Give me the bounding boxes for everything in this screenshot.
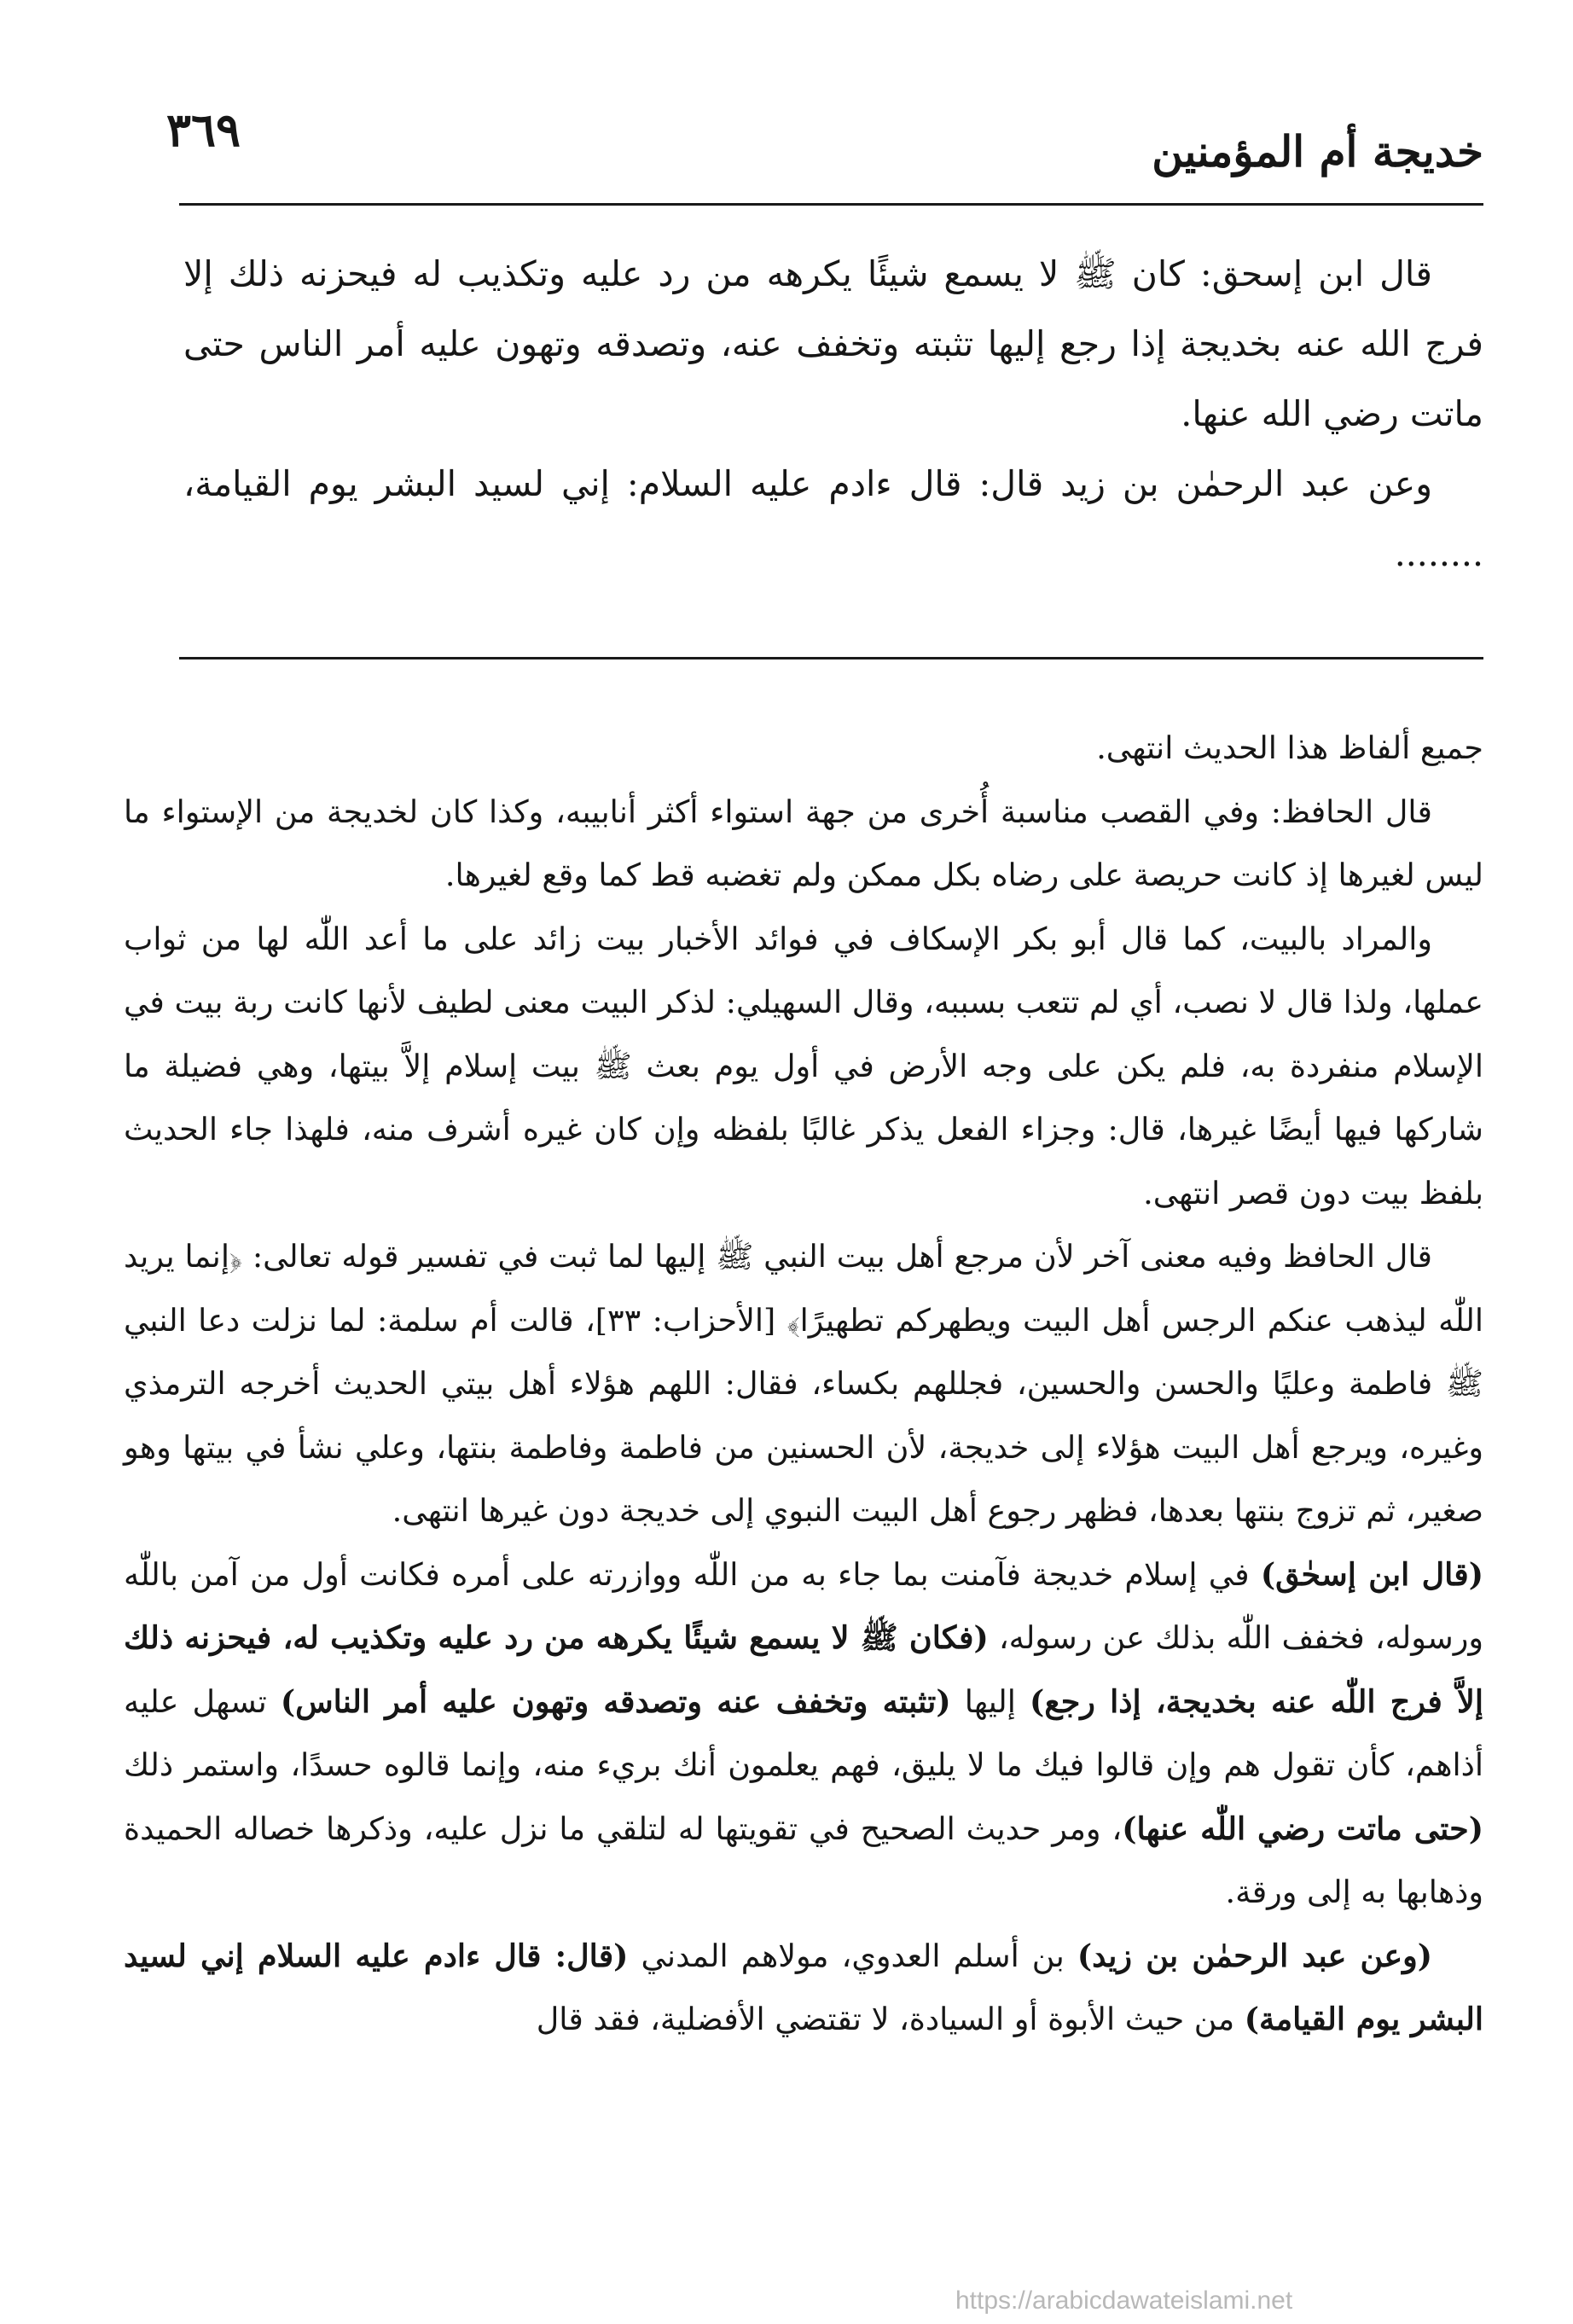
- running-title: خديجة أم المؤمنين: [1152, 126, 1483, 177]
- quoted-matn: (فكان ﷺ لا يسمع شيئًا يكرهه من رد عليه وتكذيب له، فيحزنه ذلك إلاَّ فرج اللّٰه عنه بخديجة، إذا رجع): [124, 1619, 1484, 1720]
- commentary-text-block: [124, 717, 1483, 2052]
- header-rule: [179, 203, 1483, 206]
- quoted-matn: (قال: قال ءادم عليه السلام إني لسيد البشر يوم القيامة): [124, 1937, 1483, 2037]
- commentary-paragraph: قال الحافظ وفيه معنى آخر لأن مرجع أهل بيت النبي ﷺ إليها لما ثبت في تفسير قوله تعالى: ﴿إنما يريد اللّٰه ليذهب عنكم الرجس أهل البيت ويطهركم تطهيرًا﴾ [الأحزاب: ٣٣]، قالت أم سلمة: لما نزلت دعا النبي ﷺ فاطمة وعليًا والحسن والحسين، فجللهم بكساء، فقال: اللهم هؤلاء أهل بيتي الحديث أخرجه الترمذي وغيره، ويرجع أهل البيت هؤلاء إلى خديجة، لأن الحسنين من فاطمة وفاطمة بنتها، وعلي نشأ في بيتها وهو صغير، ثم تزوج بنتها بعدها، فظهر رجوع أهل البيت النبوي إلى خديجة دون غيرها انتهى.: [124, 1238, 1483, 1529]
- commentary-paragraph: [124, 1925, 1483, 2052]
- commentary-text: إليها: [950, 1682, 1030, 1720]
- commentary-text: بن أسلم العدوي، مولاهم المدني: [628, 1937, 1077, 1974]
- matn-text-block: [183, 239, 1483, 589]
- commentary-text: في إسلام خديجة فآمنت بما جاء به من اللّٰه ووازرته على أمره فكانت أول من آمن باللّٰه ورسوله، فخفف اللّٰه بذلك عن رسوله،: [124, 1555, 1483, 1656]
- commentary-paragraph: [124, 1543, 1483, 1925]
- commentary-text: تسهل عليه أذاهم، كأن تقول هم وإن قالوا فيك ما لا يليق، فهم يعلمون أنك بريء منه، وإنما قالوه حسدًا، واستمر ذلك: [124, 1682, 1483, 1783]
- quoted-matn: (وعن عبد الرحمٰن بن زيد): [1077, 1937, 1432, 1974]
- quoted-matn: (قال ابن إسحٰق): [1260, 1555, 1483, 1593]
- quoted-matn: (حتى ماتت رضي اللّٰه عنها): [1122, 1810, 1483, 1847]
- quoted-matn: (تثبته وتخفف عنه وتصدقه وتهون عليه أمر الناس): [280, 1682, 951, 1720]
- watermark-url: https://arabicdawateislami.net: [955, 2286, 1293, 2315]
- commentary-text: من حيث الأبوة أو السيادة، لا تقتضي الأفضلية، فقد قال: [536, 2001, 1245, 2037]
- commentary-paragraph: قال الحافظ: وفي القصب مناسبة أُخرى من جهة استواء أكثر أنابيبه، وكذا كان لخديجة من الإستواء ما ليس لغيرها إذ كانت حريصة على رضاه بكل ممكن ولم تغضبه قط كما وقع لغيرها.: [124, 793, 1483, 893]
- page-header: [166, 102, 1483, 196]
- page-number: ٣٦٩: [166, 102, 241, 157]
- matn-paragraph: وعن عبد الرحمٰن بن زيد قال: قال ءادم عليه السلام: إني لسيد البشر يوم القيامة، ........: [183, 463, 1483, 574]
- commentary-paragraph: والمراد بالبيت، كما قال أبو بكر الإسكاف في فوائد الأخبار بيت زائد على ما أعد اللّٰه لها من ثواب عملها، ولذا قال لا نصب، أي لم تتعب بسببه، وقال السهيلي: لذكر البيت معنى لطيف لأنها كانت ربة بيت في الإسلام منفردة به، فلم يكن على وجه الأرض في أول يوم بعث ﷺ بيت إسلام إلاَّ بيتها، وهي فضيلة ما شاركها فيها أيضًا غيرها، قال: وجزاء الفعل يذكر غالبًا بلفظه وإن كان غيره أشرف منه، فلهذا جاء الحديث بلفظ بيت دون قصر انتهى.: [124, 920, 1483, 1211]
- matn-separator-rule: [179, 657, 1483, 659]
- commentary-text: ، ومر حديث الصحيح في تقويتها له لتلقي ما نزل عليه، وذكرها خصاله الحميدة وذهابها به إلى ورقة.: [124, 1810, 1483, 1910]
- commentary-paragraph: جميع ألفاظ هذا الحديث انتهى.: [1096, 729, 1483, 766]
- matn-paragraph: قال ابن إسحق: كان ﷺ لا يسمع شيئًا يكرهه من رد عليه وتكذيب له فيحزنه ذلك إلا فرج الله عنه بخديجة إذا رجع إليها تثبته وتخفف عنه، وتصدقه وتهون عليه أمر الناس حتى ماتت رضي الله عنها.: [183, 253, 1483, 434]
